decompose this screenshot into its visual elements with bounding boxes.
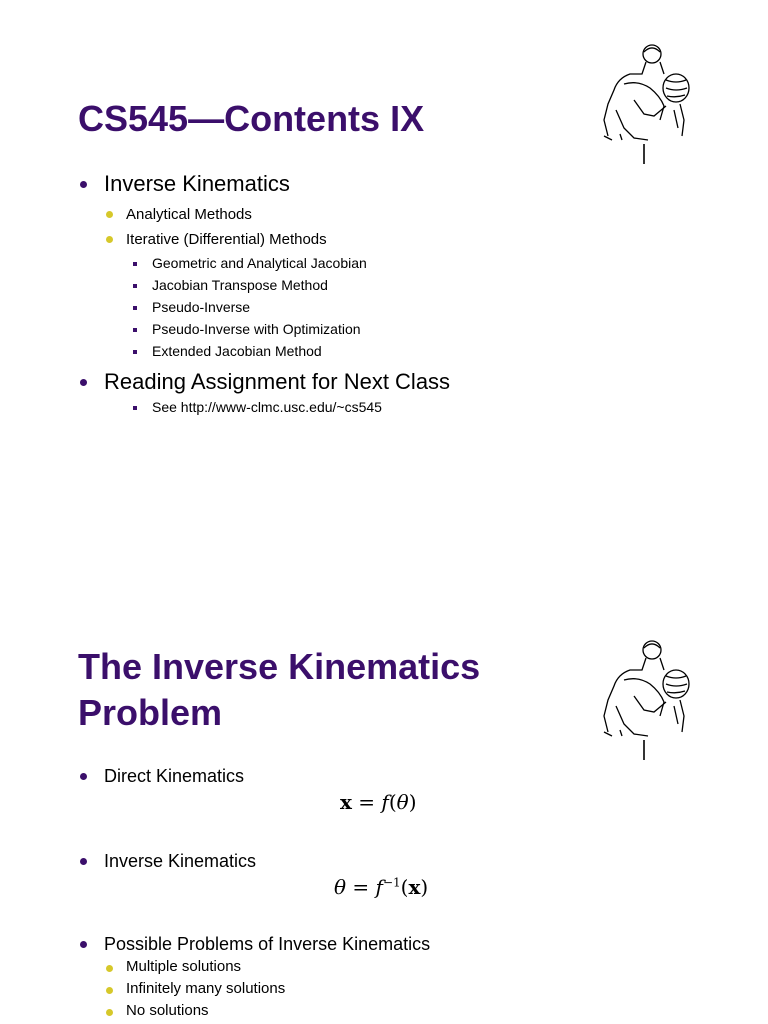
- list-item: [130, 340, 450, 362]
- item-label: Direct Kinematics: [104, 766, 245, 786]
- kinematics-list: [78, 764, 244, 788]
- sublist: [104, 202, 450, 362]
- list-item: [130, 252, 450, 274]
- list-item: [104, 978, 430, 1000]
- slide-title: [78, 644, 480, 736]
- list-item: [78, 849, 256, 873]
- list-item: [130, 296, 450, 318]
- formula-paren: ): [420, 875, 429, 899]
- formula-arg: x: [408, 875, 421, 899]
- list-item: [78, 932, 430, 956]
- slide-2: [0, 592, 768, 1024]
- formula-arg: θ: [396, 790, 409, 814]
- list-item: [130, 396, 450, 418]
- sublist: [104, 956, 430, 1022]
- item-label: Possible Problems of Inverse Kinematics: [104, 934, 431, 954]
- formula-function: f: [375, 875, 383, 899]
- item-label: Extended Jacobian Method: [152, 343, 322, 359]
- list-item: [104, 227, 450, 252]
- formula-function: f: [381, 790, 389, 814]
- formula-paren: (: [388, 790, 397, 814]
- sublist: [130, 252, 450, 362]
- formula-lhs: θ: [334, 875, 347, 899]
- item-label: Inverse Kinematics: [104, 851, 257, 871]
- item-label: Iterative (Differential) Methods: [126, 231, 327, 248]
- list-item: [130, 318, 450, 340]
- formula-lhs: x: [340, 790, 352, 814]
- formula-paren: ): [408, 790, 417, 814]
- item-label: Infinitely many solutions: [126, 980, 286, 997]
- item-label: Inverse Kinematics: [104, 171, 290, 196]
- direct-kinematics-formula: [340, 790, 417, 814]
- inverse-kinematics-formula: [334, 875, 428, 899]
- sublist: [104, 396, 450, 418]
- robot-logo-icon: [594, 40, 694, 168]
- contents-list: [78, 170, 450, 418]
- item-label: No solutions: [126, 1002, 209, 1019]
- slide-title: CS545—Contents IX: [78, 98, 425, 139]
- formula-paren: (: [400, 875, 409, 899]
- title-line-2: Problem: [78, 692, 223, 733]
- problems-list: [78, 932, 430, 1022]
- formula-exponent: −1: [382, 875, 401, 890]
- item-label: Geometric and Analytical Jacobian: [152, 255, 367, 271]
- list-item: [104, 956, 430, 978]
- title-line-1: The Inverse Kinematics: [78, 646, 481, 687]
- kinematics-list: [78, 849, 256, 873]
- item-label: Pseudo-Inverse: [152, 299, 251, 315]
- list-item: [78, 170, 450, 198]
- formula-equals: =: [346, 875, 376, 899]
- reading-link: See http://www-clmc.usc.edu/~cs545: [152, 399, 382, 415]
- list-item: [78, 764, 244, 788]
- item-label: Reading Assignment for Next Class: [104, 369, 451, 394]
- item-label: Jacobian Transpose Method: [152, 277, 328, 293]
- list-item: [130, 274, 450, 296]
- item-label: Analytical Methods: [126, 206, 252, 223]
- list-item: [78, 368, 450, 396]
- formula-equals: =: [351, 790, 382, 814]
- list-item: [104, 202, 450, 227]
- item-label: Pseudo-Inverse with Optimization: [152, 321, 361, 337]
- item-label: Multiple solutions: [126, 958, 242, 975]
- robot-logo-icon: [594, 636, 694, 764]
- list-item: [104, 1000, 430, 1022]
